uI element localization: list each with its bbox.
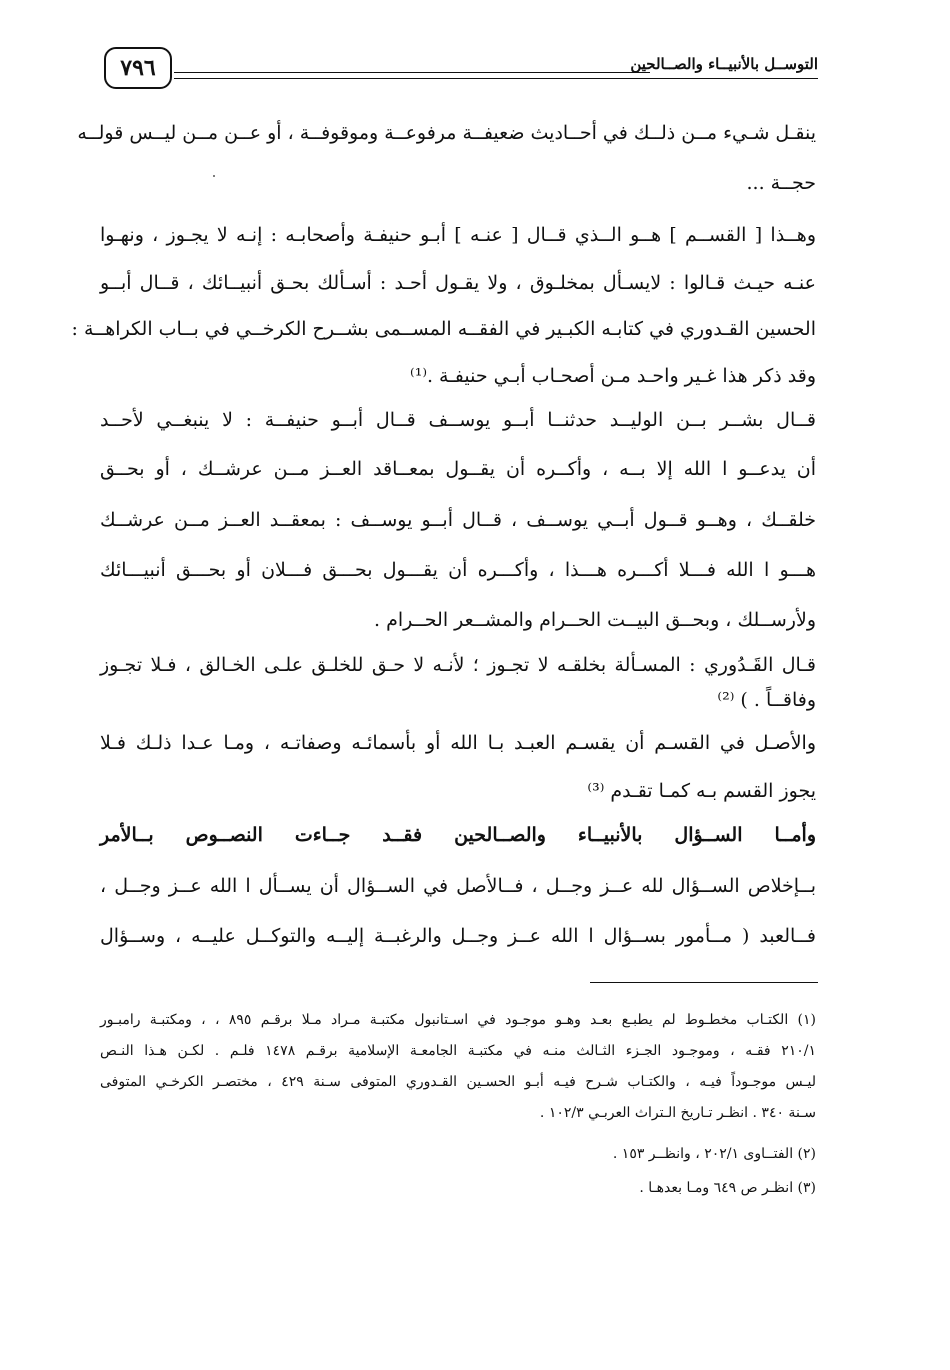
footnote-line: سـنة ٣٤٠ . انظـر تـاريخ الـتراث العربـي ١٠٢/٣ . <box>539 1105 816 1121</box>
footnote-line: ٢١٠/١ فقـه ، وموجـود الجـزء الثـالث منـه في مكتبـة الجامعـة الإسلامية برقـم ١٤٧٨ فلـم . لكـن هـذا النـص <box>100 1043 816 1059</box>
footnote-line: (٣) انظـر ص ٦٤٩ ومـا بعدهـا . <box>639 1180 816 1196</box>
body-line: قـال القَـدُوري : المسـألة بخلقـه لا تجـوز ؛ لأنـه لا حـق للخلـق علـى الخـالق ، فـلا تجـوز <box>100 654 816 676</box>
header-rule <box>174 72 650 73</box>
footnote-line: (١) الكتـاب مخطـوط لم يطبـع بعـد وهـو موجـود في اسـتانبول مكتبـة مـراد مـلا برقـم ٨٩٥ ، ، ومكتبـة رامبـور <box>100 1012 816 1028</box>
footnote-line: (٢) الفتــاوى ٢٠٢/١ ، وانظــر ١٥٣ . <box>612 1146 816 1162</box>
body-line: وفاقــاً . ) ⁽²⁾ <box>717 689 816 711</box>
body-line: حجــة ... <box>746 172 816 194</box>
body-line: عنـه حيـث قـالوا : لايسـأل بمخلـوق ، ولا يقـول أحـد : أسـألك بحـق أنبيــائك ، قــال أبــو <box>100 272 816 294</box>
body-line: وقد ذكر هذا غـير واحـد مـن أصحـاب أبـي حنيفـة .⁽¹⁾ <box>410 365 816 387</box>
footnote-line: ليـس موجـوداً فيـه ، والكتـاب شـرح فيـه أبـو الحسـين القـدوري المتوفى سـنة ٤٢٩ ، مختصـر الكرخـي المتوفى <box>100 1074 816 1090</box>
body-line: فــالعبد ( مــأمور بســؤال ا الله عــز وجــل والرغبــة إليــه والتوكــل عليــه ، وســؤال <box>100 925 816 947</box>
body-line: يجوز القسم بـه كمـا تقـدم ⁽³⁾ <box>587 780 816 802</box>
page-number: ٧٩٦ <box>104 47 172 89</box>
body-line: بــإخلاص الســؤال لله عــز وجــل ، فــالأصل في الســؤال أن يســأل ا الله عــز وجــل ، <box>100 875 816 897</box>
header-rule-lower <box>174 78 818 79</box>
body-line: أن يدعــو ا الله إلا بــه ، وأكــره أن يقــول بمعــاقد العــز مــن عرشــك ، أو بحــق <box>100 458 816 480</box>
page-header <box>100 45 818 93</box>
body-line: ولأرســلك ، وبحــق البيــت الحــرام والمشــعر الحــرام . <box>374 609 816 631</box>
body-line: وهــذا [ القســم ] هــو الــذي قــال [ عنـه ] أبـو حنيفـة وأصحابـه : إنـه لا يجـوز ، ونهـوا <box>100 224 816 246</box>
body-line: ينقـل شـيء مــن ذلــك في أحــاديث ضعيفــة مرفوعــة وموقوفــة ، أو عــن مــن ليــس قولــه <box>77 122 816 144</box>
body-line: خلقــك ، وهــو قــول أبــي يوســف ، قــال أبــو يوســف : بمعقــد العــز مــن عرشــك <box>100 509 816 531</box>
running-title: التوســل بالأنبيــاء والصــالحين <box>630 55 818 73</box>
body-line: وأمــا الســؤال بالأنبيــاء والصــالحين فقــد جــاءت النصــوص بــالأمر <box>100 824 816 846</box>
body-line: الحسين القـدوري في كتابـه الكبـير في الفقــه المســمى بشــرح الكرخــي في بــاب الكراهــة : <box>71 318 816 340</box>
body-line: قــال بشــر بــن الوليــد حدثنــا أبــو يوســف قــال أبــو حنيفــة : لا ينبغــي لأحــد <box>100 409 816 431</box>
body-line: والأصـل في القسـم أن يقسـم العبـد بـا الله أو بأسمائـه وصفاتـه ، ومـا عـدا ذلـك فـلا <box>100 732 816 754</box>
body-line: هـــو ا الله فـــلا أكـــره هـــذا ، وأكـــره أن يقـــول بحـــق فـــلان أو بحـــق أنبيـــائك <box>100 559 816 581</box>
footnote-rule <box>590 982 818 983</box>
